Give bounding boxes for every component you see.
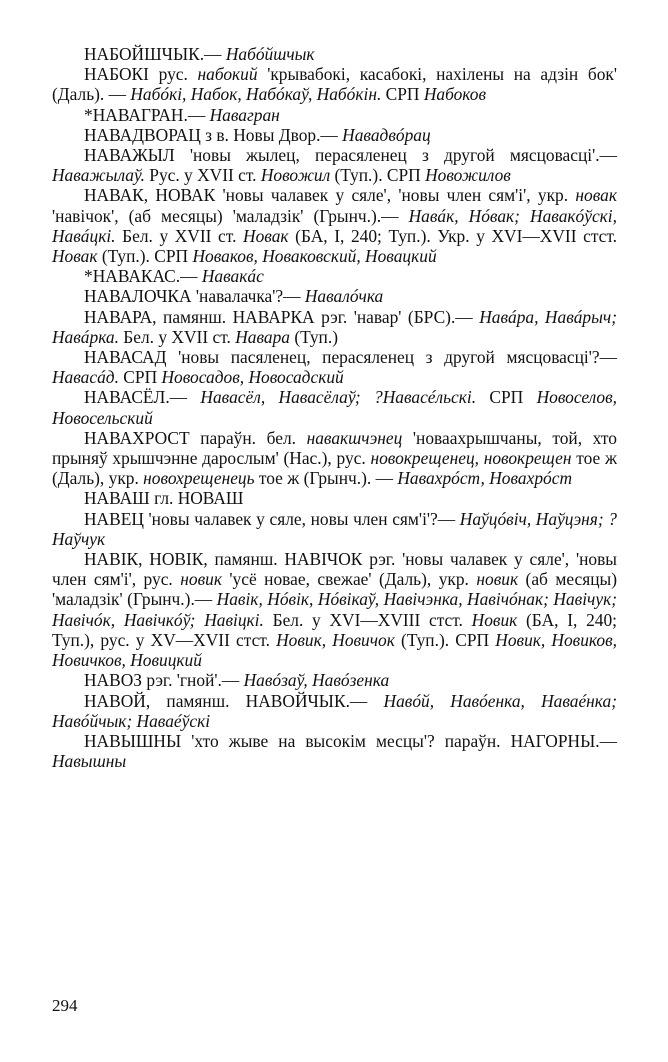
entry-list — [52, 44, 617, 771]
entry-italic-text: новик — [180, 569, 222, 590]
dictionary-entry — [52, 185, 617, 266]
entry-text: тое ж (Грынч.). — — [254, 468, 398, 489]
entry-italic-text: Навасёл, Навасёлаў; ?Навасéльскі. — [200, 387, 477, 408]
entry-text: НАВАЛОЧКА 'навалачка'?— — [84, 286, 305, 307]
entry-text: 'навічок', (аб месяцы) 'маладзік' (Грынч.).— — [52, 205, 409, 226]
dictionary-entry — [52, 307, 617, 347]
entry-italic-text: Новик, Новиков, Новичков, Новицкий — [52, 629, 617, 671]
entry-text: (БА, І, 240; Туп.). Укр. у XVI—XVII стст. — [288, 225, 617, 246]
entry-italic-text: Навакáс — [201, 266, 264, 287]
dictionary-entry — [52, 731, 617, 771]
entry-italic-text: набокий — [197, 64, 258, 85]
page-number: 294 — [52, 996, 78, 1015]
dictionary-entry — [52, 691, 617, 731]
dictionary-entry — [52, 125, 617, 145]
entry-italic-text: Набóйшчык — [225, 44, 315, 64]
entry-text: НАБОКІ рус. — [84, 64, 198, 85]
dictionary-entry — [52, 509, 617, 549]
entry-text: (Туп.). СРП — [394, 629, 496, 650]
dictionary-entry — [52, 286, 617, 306]
entry-italic-text: Новак — [52, 246, 98, 267]
entry-text: *НАВАГРАН.— — [84, 104, 210, 125]
entry-italic-text: Новосадов, Новосадский — [161, 367, 344, 388]
entry-italic-text: Новожилов — [425, 165, 511, 186]
dictionary-entry — [52, 387, 617, 427]
dictionary-entry — [52, 64, 617, 104]
entry-text: НАВАРА, памянш. НАВАРКА рэг. 'навар' (БРС).— — [84, 306, 480, 327]
entry-italic-text: Навара — [235, 326, 290, 347]
entry-text: *НАВАКАС.— — [84, 266, 202, 287]
entry-text: 'крывабокі, касабокі, нахілены на адзін бок' (Даль). — — [52, 64, 617, 105]
entry-italic-text: Навагран — [209, 104, 280, 125]
entry-text: НАВАШ гл. НОВАШ — [84, 488, 244, 509]
entry-italic-text: Новик — [471, 609, 518, 630]
entry-text: НАВАК, НОВАК 'новы чалавек у сяле', 'новы член сям'і', укр. — [84, 185, 576, 206]
dictionary-entry — [52, 145, 617, 185]
entry-text: НАБОЙШЧЫК.— — [84, 44, 226, 64]
entry-text: НАВАХРОСТ параўн. бел. — [84, 427, 307, 448]
entry-italic-text: Навóй, Навóенка, Наваéнка; Навóйчык; Наваéўскі — [52, 690, 617, 731]
entry-italic-text: Новик, Новичок — [276, 629, 395, 650]
entry-text: НАВЫШНЫ 'хто жыве на высокім месцы'? параўн. НАГОРНЫ.— — [84, 730, 617, 751]
entry-text: СРП — [476, 387, 537, 408]
entry-italic-text: Набоков — [423, 84, 487, 105]
dictionary-entry — [52, 488, 617, 508]
entry-italic-text: Навахрóст, Новахрóст — [397, 468, 573, 489]
dictionary-entry — [52, 428, 617, 489]
entry-text: (Туп.) — [289, 326, 339, 347]
entry-text: Бел. у XVII ст. — [118, 326, 236, 347]
entry-italic-text: Наўцóвіч, Наўцэня; ?Наўчук — [52, 508, 617, 549]
entry-text: НАВАСЁЛ.— — [84, 387, 201, 408]
entry-italic-text: Навaжылаў. — [52, 165, 145, 186]
entry-text: НАВОЗ рэг. 'гной'.— — [84, 670, 244, 691]
dictionary-entry — [52, 44, 617, 64]
entry-text: НАВЕЦ 'новы чалавек у сяле, новы член сям'і'?— — [84, 508, 460, 529]
entry-italic-text: новохрещенець — [143, 468, 255, 489]
entry-text: СРП — [381, 84, 424, 105]
dictionary-entry — [52, 266, 617, 286]
entry-text: (Туп.). СРП — [97, 246, 193, 267]
entry-italic-text: Новоселов, Новосельский — [52, 387, 617, 428]
entry-text: тое ж (Даль), укр. — [52, 448, 617, 489]
dictionary-entry — [52, 549, 617, 670]
entry-italic-text: новак — [575, 185, 617, 206]
entry-italic-text: Новак — [243, 225, 289, 246]
entry-text: (Туп.). СРП — [330, 165, 426, 186]
entry-italic-text: Навáк, Нóвак; Навакóўскі, Навáцкі. — [52, 205, 617, 246]
entry-text: Рус. у XVII ст. — [144, 165, 261, 186]
entry-italic-text: Новаков, Новаковский, Новацкий — [192, 246, 437, 267]
entry-italic-text: Навóзаў, Навóзенка — [243, 670, 390, 691]
entry-italic-text: новокрещенец, новокрещен — [370, 448, 572, 469]
dictionary-entry — [52, 105, 617, 125]
entry-italic-text: навакшчэнец — [306, 427, 403, 448]
entry-italic-text: Навышны — [52, 751, 127, 772]
entry-text: Бел. у XVII ст. — [115, 225, 244, 246]
dictionary-entry — [52, 670, 617, 690]
entry-italic-text: Навасáд. — [52, 367, 119, 388]
entry-text: НАВІК, НОВІК, памянш. НАВІЧОК рэг. 'новы чалавек у сяле', 'новы член сям'і', рус. — [52, 549, 617, 590]
entry-text: 'усё новае, свежае' (Даль), укр. — [221, 569, 477, 590]
dictionary-entry — [52, 347, 617, 387]
entry-italic-text: новик — [476, 569, 519, 590]
entry-italic-text: Навалóчка — [304, 286, 384, 307]
entry-text: (аб месяцы) 'маладзік' (Грынч.).— — [52, 569, 618, 610]
entry-italic-text: Навáра, Навáрыч; Навáрка. — [52, 306, 617, 347]
entry-italic-text: Навік, Нóвік, Нóвікаў, Навічэнка, Навічóнак; Навічук; Навічóк, Навічкóў; Навіцкі. — [52, 589, 617, 630]
entry-text: НАВАСАД 'новы пасяленец, перасяленец з другой мясцовасці'?— — [84, 347, 617, 368]
entry-text: Бел. у XVI—XVIII стст. — [263, 609, 472, 630]
entry-italic-text: Новожил — [260, 165, 331, 186]
entry-text: НАВАЖЫЛ 'новы жылец, перасяленец з другой мясцовасці'.— — [84, 145, 617, 166]
entry-italic-text: Набóкі, Набок, Набóкаў, Набóкін. — [130, 84, 382, 105]
entry-text: 'новаахрышчаны, той, хто прыняў хрышчэнне дарослым' (Нас.), рус. — [52, 427, 617, 469]
entry-text: НАВАДВОРАЦ з в. Новы Двор.— — [84, 124, 343, 145]
entry-italic-text: Навадвóрац — [342, 124, 431, 145]
entry-text: НАВОЙ, памянш. НАВОЙЧЫК.— — [84, 690, 384, 711]
entry-text: (БА, І, 240; Туп.), рус. у XV—XVII стст. — [52, 609, 617, 650]
entry-text: СРП — [118, 367, 162, 388]
